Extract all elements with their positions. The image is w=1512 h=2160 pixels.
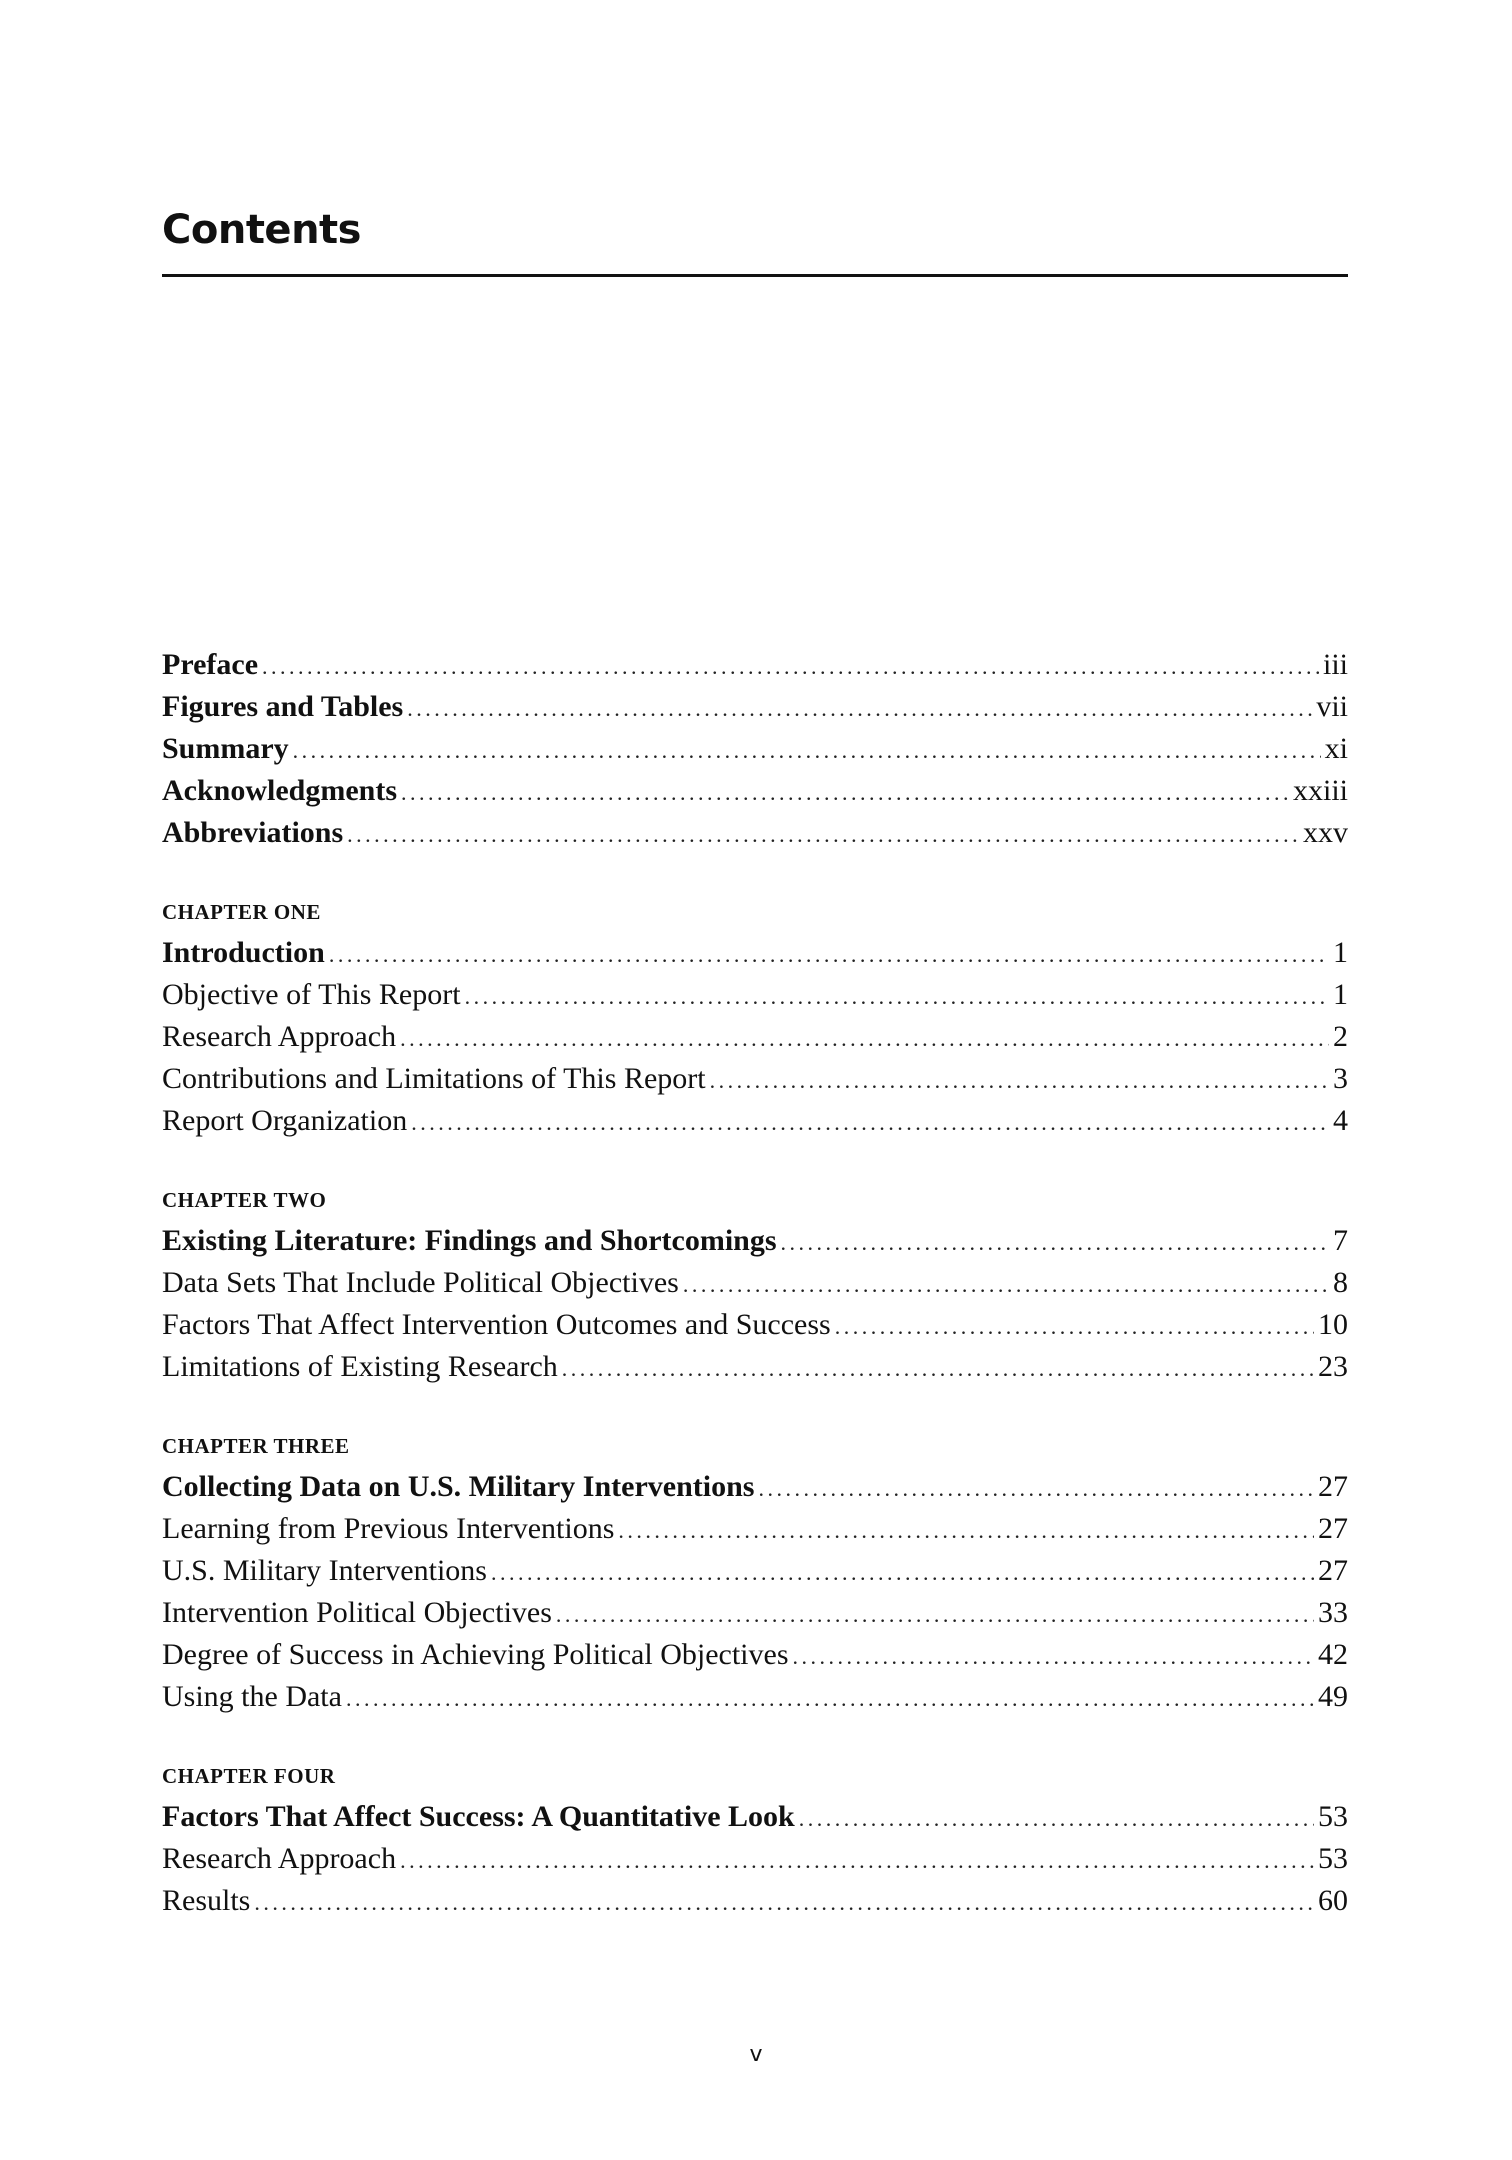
chapter-label: CHAPTER THREE (162, 1434, 350, 1458)
chapter-group (162, 1426, 1348, 1718)
toc-entry-title: Report Organization (162, 1104, 408, 1137)
dot-leader (793, 1636, 1315, 1678)
toc-chapter-entry[interactable] (162, 1796, 1348, 1838)
toc-entry-page: 7 (1333, 1224, 1348, 1257)
toc-entry-title: Intervention Political Objectives (162, 1596, 552, 1629)
dot-leader (400, 1018, 1329, 1060)
dot-leader (329, 934, 1329, 976)
toc-entry-page: 4 (1333, 1104, 1348, 1137)
toc-entry-title: Results (162, 1884, 251, 1917)
page-number: v (749, 2042, 763, 2067)
dot-leader (710, 1060, 1329, 1102)
toc-entry-page: xxv (1303, 816, 1348, 849)
toc-entry-preface[interactable] (162, 644, 1348, 686)
toc-entry-page: 1 (1333, 978, 1348, 1011)
dot-leader (254, 1882, 1314, 1924)
toc-entry-title: Research Approach (162, 1842, 397, 1875)
chapter-label: CHAPTER TWO (162, 1188, 327, 1212)
toc-entry-figures-and-tables[interactable] (162, 686, 1348, 728)
toc-entry-title: Research Approach (162, 1020, 397, 1053)
toc-entry-title: Limitations of Existing Research (162, 1350, 558, 1383)
toc-entry-page: 33 (1318, 1596, 1348, 1629)
toc-section-entry[interactable] (162, 974, 1348, 1016)
toc-entry-page: 53 (1318, 1842, 1348, 1875)
toc-entry-page: 42 (1318, 1638, 1348, 1671)
toc-entry-title: Figures and Tables (162, 690, 404, 723)
toc-entry-title: Existing Literature: Findings and Shortcomings (162, 1224, 777, 1257)
toc-entry-title: Collecting Data on U.S. Military Interventions (162, 1470, 755, 1503)
dot-leader (407, 688, 1312, 730)
toc-entry-title: Abbreviations (162, 816, 344, 849)
toc-section-entry[interactable] (162, 1880, 1348, 1922)
toc-entry-page: 27 (1318, 1512, 1348, 1545)
chapter-group (162, 1180, 1348, 1388)
toc-section-entry[interactable] (162, 1100, 1348, 1142)
dot-leader (799, 1798, 1314, 1840)
toc-section-entry[interactable] (162, 1262, 1348, 1304)
toc-entry-title: Factors That Affect Intervention Outcomes and Success (162, 1308, 831, 1341)
dot-leader (562, 1348, 1314, 1390)
toc-section-entry[interactable] (162, 1508, 1348, 1550)
table-of-contents (162, 644, 1348, 1960)
toc-section-entry[interactable] (162, 1676, 1348, 1718)
dot-leader (346, 1678, 1314, 1720)
dot-leader (683, 1264, 1329, 1306)
chapter-label: CHAPTER ONE (162, 900, 321, 924)
dot-leader (491, 1552, 1314, 1594)
toc-section-entry[interactable] (162, 1058, 1348, 1100)
dot-leader (347, 814, 1299, 856)
toc-section-entry[interactable] (162, 1838, 1348, 1880)
dot-leader (758, 1468, 1314, 1510)
dot-leader (401, 772, 1289, 814)
front-matter-list (162, 644, 1348, 854)
toc-entry-page: 53 (1318, 1800, 1348, 1833)
toc-entry-page: 10 (1318, 1308, 1348, 1341)
toc-entry-title: Preface (162, 648, 259, 681)
toc-entry-page: iii (1322, 648, 1348, 681)
toc-entry-title: Introduction (162, 936, 325, 969)
toc-entry-page: 23 (1318, 1350, 1348, 1383)
toc-section-entry[interactable] (162, 1304, 1348, 1346)
toc-entry-abbreviations[interactable] (162, 812, 1348, 854)
toc-entry-title: Degree of Success in Achieving Political Objectives (162, 1638, 789, 1671)
toc-entry-title: Objective of This Report (162, 978, 461, 1011)
toc-chapter-entry[interactable] (162, 1466, 1348, 1508)
dot-leader (618, 1510, 1314, 1552)
page-title: Contents (162, 204, 1348, 277)
toc-entry-title: Summary (162, 732, 289, 765)
toc-entry-title: Factors That Affect Success: A Quantitative Look (162, 1800, 795, 1833)
toc-entry-page: 8 (1333, 1266, 1348, 1299)
toc-entry-page: 60 (1318, 1884, 1348, 1917)
toc-entry-acknowledgments[interactable] (162, 770, 1348, 812)
dot-leader (781, 1222, 1329, 1264)
toc-entry-page: xi (1324, 732, 1348, 765)
dot-leader (400, 1840, 1314, 1882)
toc-entry-title: Acknowledgments (162, 774, 398, 807)
dot-leader (262, 646, 1319, 688)
dot-leader (835, 1306, 1314, 1348)
toc-entry-page: 2 (1333, 1020, 1348, 1053)
toc-section-entry[interactable] (162, 1016, 1348, 1058)
dot-leader (411, 1102, 1329, 1144)
toc-entry-page: 3 (1333, 1062, 1348, 1095)
toc-entry-title: U.S. Military Interventions (162, 1554, 487, 1587)
chapter-group (162, 892, 1348, 1142)
dot-leader (293, 730, 1321, 772)
toc-section-entry[interactable] (162, 1592, 1348, 1634)
toc-entry-title: Using the Data (162, 1680, 342, 1713)
toc-entry-page: 49 (1318, 1680, 1348, 1713)
dot-leader (556, 1594, 1314, 1636)
toc-entry-summary[interactable] (162, 728, 1348, 770)
chapter-label: CHAPTER FOUR (162, 1764, 336, 1788)
toc-chapter-entry[interactable] (162, 932, 1348, 974)
dot-leader (465, 976, 1329, 1018)
toc-section-entry[interactable] (162, 1550, 1348, 1592)
toc-section-entry[interactable] (162, 1346, 1348, 1388)
toc-entry-page: vii (1316, 690, 1348, 723)
toc-entry-page: 27 (1318, 1554, 1348, 1587)
toc-entry-page: xxiii (1292, 774, 1348, 807)
toc-entry-title: Contributions and Limitations of This Report (162, 1062, 706, 1095)
chapter-group (162, 1756, 1348, 1922)
toc-section-entry[interactable] (162, 1634, 1348, 1676)
toc-entry-title: Learning from Previous Interventions (162, 1512, 615, 1545)
toc-chapter-entry[interactable] (162, 1220, 1348, 1262)
toc-entry-page: 27 (1318, 1470, 1348, 1503)
toc-entry-page: 1 (1333, 936, 1348, 969)
toc-entry-title: Data Sets That Include Political Objectives (162, 1266, 679, 1299)
